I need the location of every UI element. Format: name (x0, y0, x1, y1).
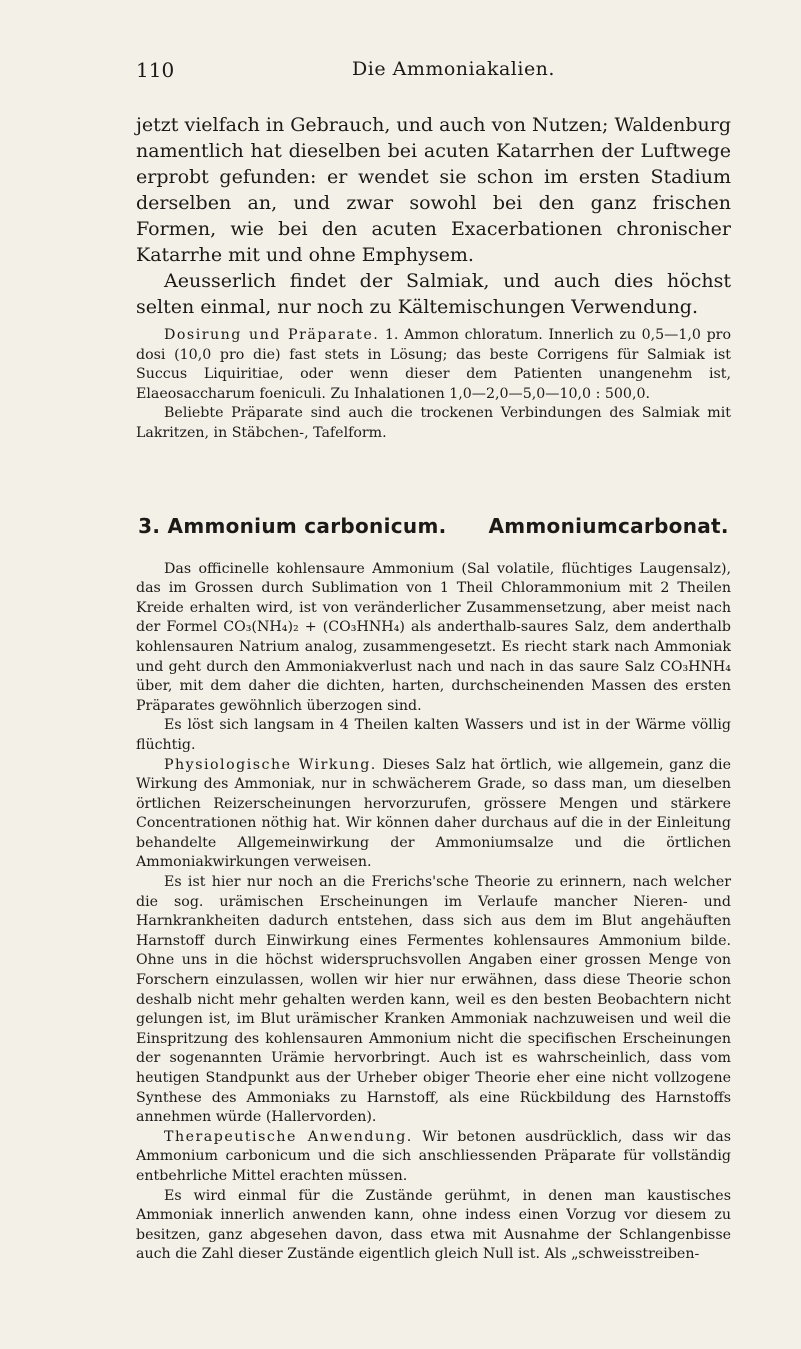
page-number: 110 (136, 58, 175, 82)
section-title-german: Ammoniumcarbonat. (488, 513, 729, 538)
section-heading (136, 514, 731, 538)
physiological-label: Physiologische Wirkung. (164, 756, 377, 773)
section-paragraph-2: Es löst sich langsam in 4 Theilen kalten Wassers und ist in der Wärme völlig flüchtig. (136, 717, 731, 753)
paragraph-continued: jetzt vielfach in Gebrauch, und auch von Nutzen; Waldenburg namentlich hat dieselben bei acuten Katarrhen der Luftwege erprobt gefunden: er wendet sie schon im ersten Stadium derselben an, und zwar sowohl bei den ganz frischen Formen, wie bei den acuten Exacerbationen chronischer Katarrhe mit und ohne Emphysem. (136, 114, 732, 266)
physiological-paragraph (136, 756, 731, 874)
final-paragraph: Es wird einmal für die Zustände gerühmt, in denen man kaustisches Ammoniak innerlich anwenden kann, ohne indess einen Vorzug vor diesem zu besitzen, ganz abgesehen davon, dass etwa mit Ausnahme der Schlangenbisse auch die Zahl dieser Zustände eigentlich gleich Null ist. Als „schweisstreiben- (136, 1187, 731, 1263)
dosage-paragraph (136, 326, 731, 404)
running-title: Die Ammoniakalien. (352, 58, 555, 80)
therapeutic-text: Wir betonen ausdrücklich, dass wir das Ammonium carbonicum und die sich anschliessenden Präparate für vollständig entbehrliche Mittel erachten müssen. (136, 1128, 731, 1184)
page-header (136, 58, 731, 88)
therapeutic-label: Therapeutische Anwendung. (164, 1128, 413, 1145)
page-body (136, 112, 731, 1265)
dosage-text: 1. Ammon chloratum. Innerlich zu 0,5—1,0 pro dosi (10,0 pro die) fast stets in Lösung; das beste Corrigens für Salmiak ist Succus Liquiritiae, oder wenn dieser dem Patienten unangenehm ist, Elaeosaccharum foeniculi. Zu Inhalationen 1,0—2,0—5,0—10,0 : 500,0. (136, 327, 731, 402)
therapeutic-paragraph (136, 1128, 731, 1187)
dosage-label: Dosirung und Präparate. (164, 327, 380, 343)
section-title-latin: Ammonium carbonicum. (167, 513, 447, 538)
physiological-text: Dieses Salz hat örtlich, wie allgemein, ganz die Wirkung des Ammoniak, nur in schwächerem Grade, so dass man, um dieselben örtlichen Reizerscheinungen hervorzurufen, grössere Mengen und stärkere Concentrationen nöthig hat. Wir können daher durchaus auf die in der Einleitung behandelte Allgemeinwirkung der Ammoniumsalze und die örtlichen Ammoniakwirkungen verweisen. (136, 756, 731, 871)
section-number: 3. (138, 513, 161, 538)
paragraph-external-use: Aeusserlich findet der Salmiak, und auch dies höchst selten einmal, nur noch zu Kältemischungen Verwendung. (136, 270, 731, 318)
section-paragraph-1: Das officinelle kohlensaure Ammonium (Sal volatile, flüchtiges Laugensalz), das im Grossen durch Sublimation von 1 Theil Chlorammonium mit 2 Theilen Kreide erhalten wird, ist von veränderlicher Zusammensetzung, aber meist nach der Formel CO₃(NH₄)₂ + (CO₃HNH₄) als anderthalb-saures Salz, dem anderthalb kohlensauren Natrium analog, zusammengesetzt. Es riecht stark nach Ammoniak und geht durch den Ammoniakverlust nach und nach in das saure Salz CO₃HNH₄ über, mit dem daher die dichten, harten, durchscheinenden Massen des ersten Präparates gewöhnlich überzogen sind. (136, 560, 731, 714)
frerichs-paragraph: Es ist hier nur noch an die Frerichs'sche Theorie zu erinnern, nach welcher die sog. urämischen Erscheinungen im Verlaufe mancher Nieren- und Harnkrankheiten dadurch entstehen, dass sich aus dem im Blut angehäuften Harnstoff durch Einwirkung eines Fermentes kohlensaures Ammonium bilde. Ohne uns in die höchst widerspruchsvollen Angaben einer grossen Menge von Forschern einzulassen, wollen wir hier nur erwähnen, dass diese Theorie schon deshalb nicht mehr gehalten werden kann, weil es den besten Beobachtern nicht gelungen ist, im Blut urämischer Kranken Ammoniak nachzuweisen und weil die Einspritzung des kohlensauren Ammonium nicht die specifischen Erscheinungen der sogenannten Urämie hervorbringt. Auch ist es wahrscheinlich, dass vom heutigen Standpunkt aus der Urheber obiger Theorie eher eine nicht vollzogene Synthese des Ammoniaks zu Harnstoff, als eine Rückbildung des Harnstoffs annehmen würde (Hallervorden). (136, 874, 731, 1126)
dosage-paragraph-2: Beliebte Präparate sind auch die trockenen Verbindungen des Salmiak mit Lakritzen, in Stäbchen-, Tafelform. (136, 405, 731, 441)
